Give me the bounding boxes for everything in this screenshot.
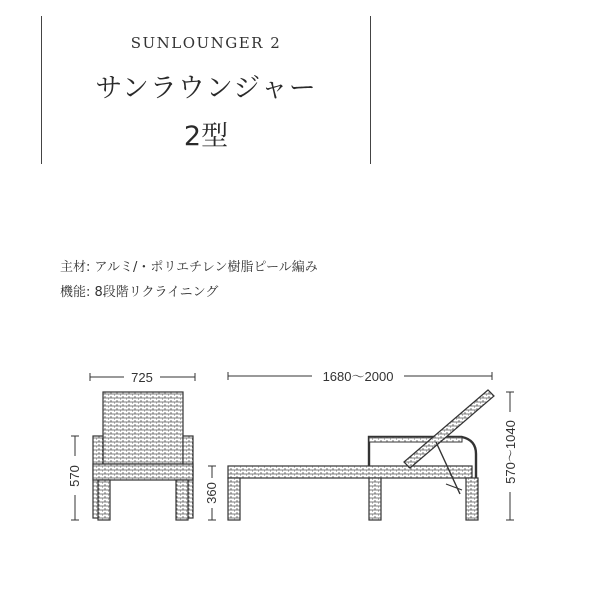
front-height-dimension (67, 436, 82, 520)
spec-material: 主材: アルミ/・ポリエチレン樹脂ピール編み (60, 260, 318, 275)
front-leg-right (176, 480, 188, 520)
model-name-jp: サンラウンジャー (95, 73, 317, 104)
backrest-front (103, 392, 183, 464)
length-dimension (228, 369, 492, 384)
seat-height-dimension (204, 466, 219, 520)
front-height-label: 570 (67, 465, 82, 487)
strut-catch (446, 484, 462, 490)
front-view (67, 370, 195, 520)
side-view (204, 369, 518, 520)
seat-height-label: 360 (204, 482, 219, 504)
spec-function: 機能: 8段階リクライニング (60, 285, 219, 300)
width-dimension (90, 370, 195, 385)
length-label: 1680〜2000 (322, 369, 394, 384)
front-leg-left (98, 480, 110, 520)
side-leg-back (466, 478, 478, 520)
back-height-dimension (503, 392, 518, 520)
backrest-side (404, 390, 494, 468)
seat-front (93, 464, 193, 480)
seat-side (228, 466, 472, 478)
back-height-label: 570〜1040 (503, 420, 518, 484)
width-label: 725 (131, 370, 153, 385)
side-leg-middle (369, 478, 381, 520)
model-name-en: SUNLOUNGER 2 (130, 34, 282, 52)
armrest-top (369, 437, 462, 442)
side-leg-front (228, 478, 240, 520)
model-type: 2型 (183, 121, 229, 152)
